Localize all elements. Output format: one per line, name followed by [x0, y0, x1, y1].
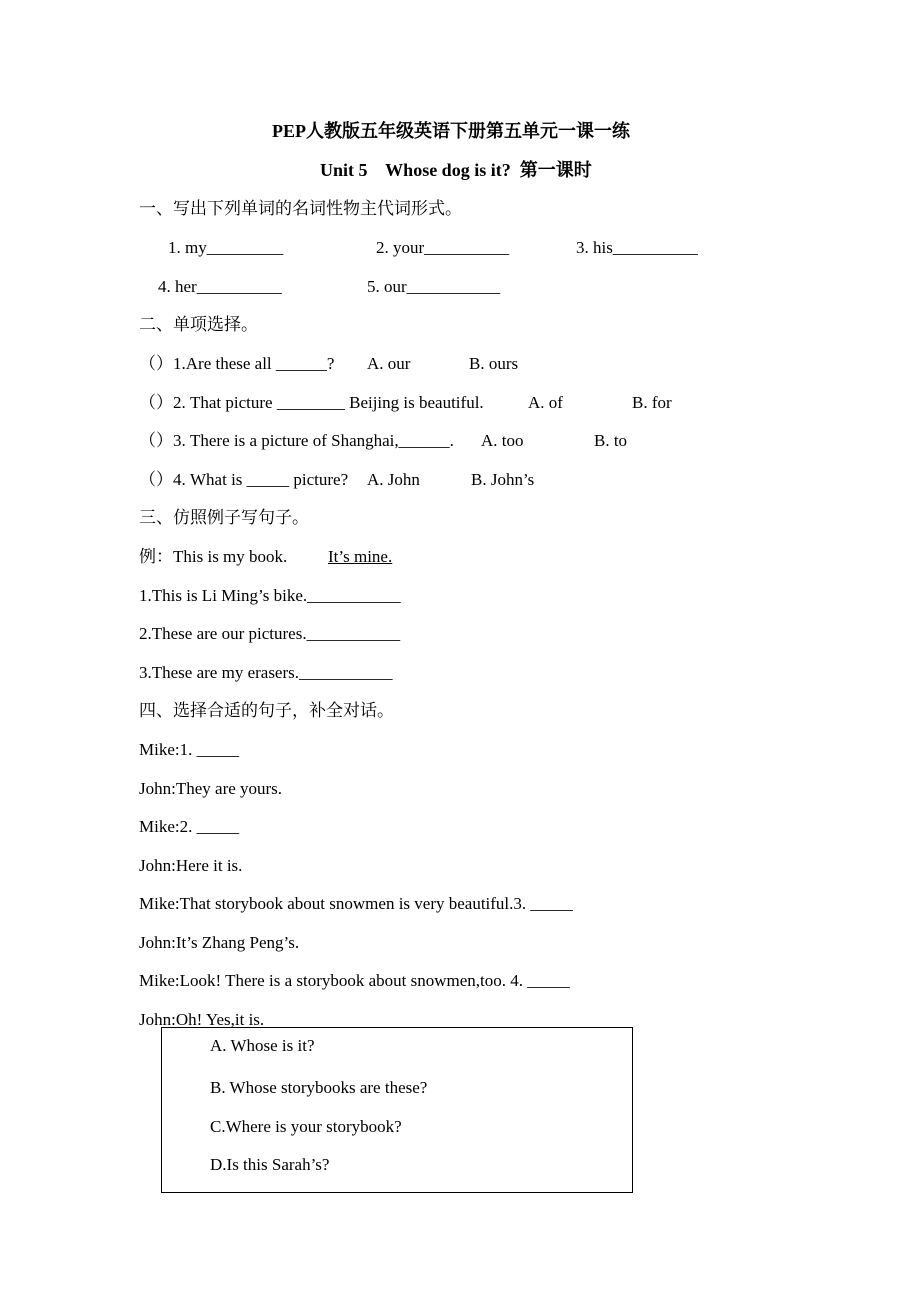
dialogue-line-1: Mike:1. _____	[139, 740, 240, 759]
option-a: A. Whose is it?	[210, 1036, 315, 1055]
dialogue-line-6: John:It’s Zhang Peng’s.	[139, 933, 300, 952]
s3-example-label: 例：This is my book.	[139, 547, 288, 566]
dialogue-line-3: Mike:2. _____	[139, 817, 240, 836]
s1-item-4: 4. her__________	[158, 277, 282, 296]
dialogue-line-2: John:They are yours.	[139, 779, 283, 798]
dialogue-line-5: Mike:That storybook about snowmen is very beautiful.3. _____	[139, 894, 573, 913]
s2-q2-option-a: A. of	[528, 393, 563, 412]
s3-item-2: 2.These are our pictures.___________	[139, 624, 401, 643]
s2-q1: （）1.Are these all ______?	[139, 354, 335, 373]
s2-q3: （）3. There is a picture of Shanghai,______.	[139, 431, 454, 450]
s2-q2: （）2. That picture ________ Beijing is beautiful.	[139, 393, 484, 412]
s3-example-answer: It’s mine.	[328, 547, 393, 566]
dialogue-line-4: John:Here it is.	[139, 856, 243, 875]
page-subtitle: Unit 5 Whose dog is it? 第一课时	[320, 160, 592, 180]
s2-q4-option-b: B. John’s	[471, 470, 535, 489]
s3-item-3: 3.These are my erasers.___________	[139, 663, 393, 682]
option-d: D.Is this Sarah’s?	[210, 1155, 330, 1174]
s2-q1-option-b: B. ours	[469, 354, 519, 373]
s1-item-3: 3. his__________	[576, 238, 698, 257]
section-2-heading: 二、单项选择。	[139, 315, 258, 334]
section-3-heading: 三、仿照例子写句子。	[139, 508, 309, 527]
option-c: C.Where is your storybook?	[210, 1117, 402, 1136]
dialogue-line-8: John:Oh! Yes,it is.	[139, 1010, 265, 1029]
s2-q1-option-a: A. our	[367, 354, 411, 373]
s1-item-1: 1. my_________	[168, 238, 284, 257]
s2-q4-option-a: A. John	[367, 470, 420, 489]
s1-item-5: 5. our___________	[367, 277, 501, 296]
s2-q3-option-a: A. too	[481, 431, 524, 450]
section-1-heading: 一、写出下列单词的名词性物主代词形式。	[139, 199, 462, 218]
dialogue-line-7: Mike:Look! There is a storybook about snowmen,too. 4. _____	[139, 971, 570, 990]
page-title: PEP人教版五年级英语下册第五单元一课一练	[272, 121, 630, 141]
s2-q4: （）4. What is _____ picture?	[139, 470, 349, 489]
s1-item-2: 2. your__________	[376, 238, 510, 257]
s2-q3-option-b: B. to	[594, 431, 628, 450]
s2-q2-option-b: B. for	[632, 393, 672, 412]
options-box	[161, 1027, 633, 1193]
option-b: B. Whose storybooks are these?	[210, 1078, 428, 1097]
section-4-heading: 四、选择合适的句子，补全对话。	[139, 701, 394, 720]
s3-item-1: 1.This is Li Ming’s bike.___________	[139, 586, 401, 605]
